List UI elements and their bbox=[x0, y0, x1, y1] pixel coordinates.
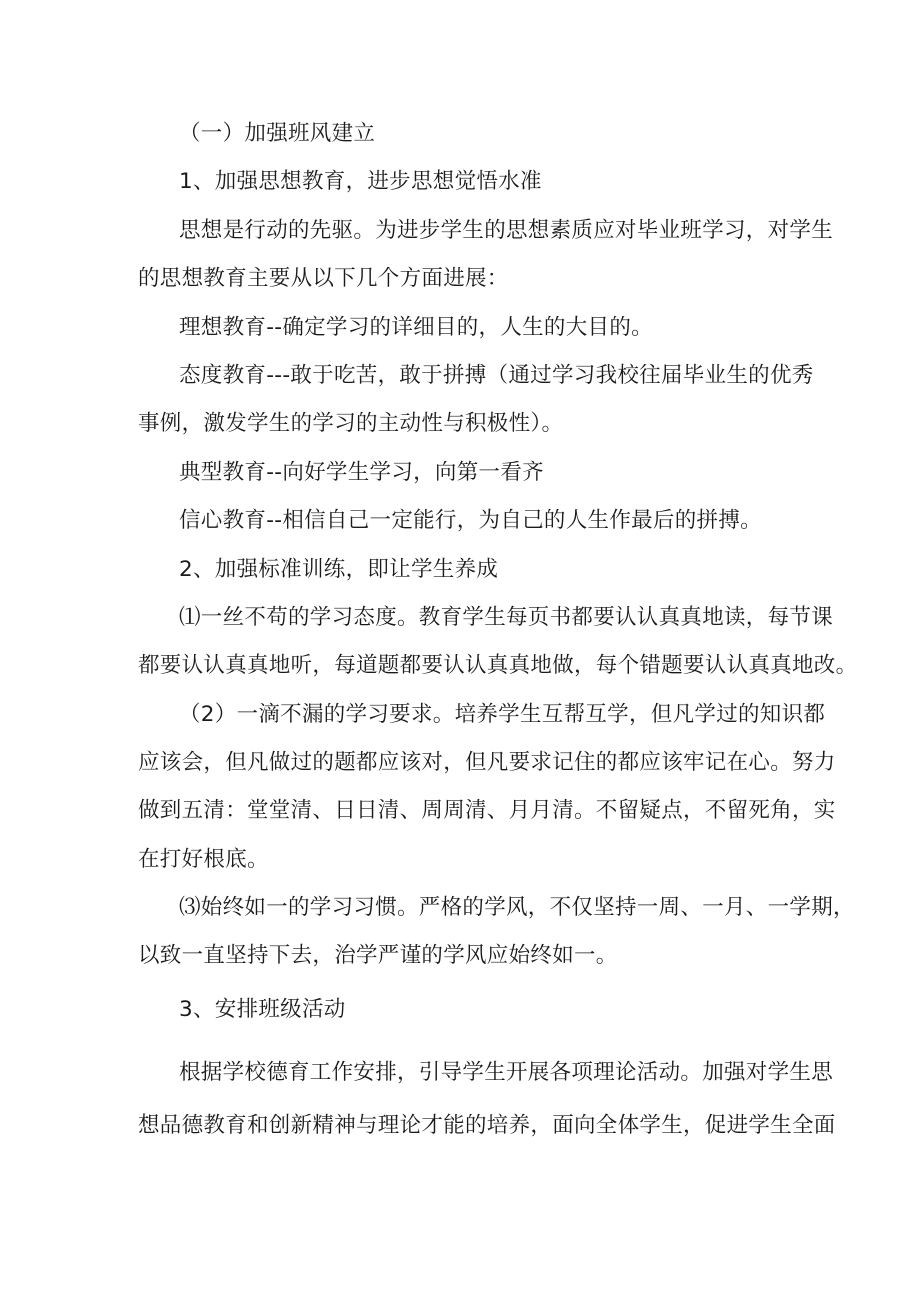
paragraph-line: ⑶始终如一的学习习惯。严格的学风，不仅坚持一周、一月、一学期， bbox=[179, 895, 855, 920]
paragraph-line: 思想是行动的先驱。为进步学生的思想素质应对毕业班学习，对学生 bbox=[179, 218, 834, 243]
paragraph-line: （2）一滴不漏的学习要求。培养学生互帮互学，但凡学过的知识都 bbox=[179, 702, 826, 727]
subheading-3: 3、安排班级活动 bbox=[179, 997, 346, 1022]
paragraph-line: 理想教育--确定学习的详细目的，人生的大目的。 bbox=[179, 315, 653, 340]
section-heading: （一）加强班风建立 bbox=[179, 121, 376, 146]
paragraph-line: 想品德教育和创新精神与理论才能的培养，面向全体学生，促进学生全面 bbox=[138, 1113, 836, 1138]
paragraph-line: 事例，激发学生的学习的主动性与积极性）。 bbox=[138, 411, 564, 436]
paragraph-line: ⑴一丝不苟的学习态度。教育学生每页书都要认认真真地读，每节课 bbox=[179, 605, 834, 630]
paragraph-line: 在打好根底。 bbox=[138, 847, 269, 872]
paragraph-line: 典型教育--向好学生学习，向第一看齐 bbox=[179, 460, 544, 485]
paragraph-line: 应该会，但凡做过的题都应该对，但凡要求记住的都应该牢记在心。努力 bbox=[138, 750, 836, 775]
paragraph-line: 都要认认真真地听，每道题都要认认真真地做，每个错题要认认真真地改。 bbox=[138, 653, 858, 678]
paragraph-line: 态度教育---敢于吃苦，敢于拼搏（通过学习我校往届毕业生的优秀 bbox=[179, 363, 814, 388]
subheading-2: 2、加强标准训练，即让学生养成 bbox=[179, 557, 499, 582]
paragraph-line: 以致一直坚持下去，治学严谨的学风应始终如一。 bbox=[138, 943, 618, 968]
paragraph-line: 信心教育--相信自己一定能行，为自己的人生作最后的拼搏。 bbox=[179, 508, 762, 533]
subheading-1: 1、加强思想教育，进步思想觉悟水准 bbox=[179, 169, 542, 194]
paragraph-line: 的思想教育主要从以下几个方面进展： bbox=[138, 266, 509, 291]
paragraph-line: 做到五清：堂堂清、日日清、周周清、月月清。不留疑点，不留死角，实 bbox=[138, 798, 836, 823]
paragraph-line: 根据学校德育工作安排，引导学生开展各项理论活动。加强对学生思 bbox=[179, 1060, 834, 1085]
